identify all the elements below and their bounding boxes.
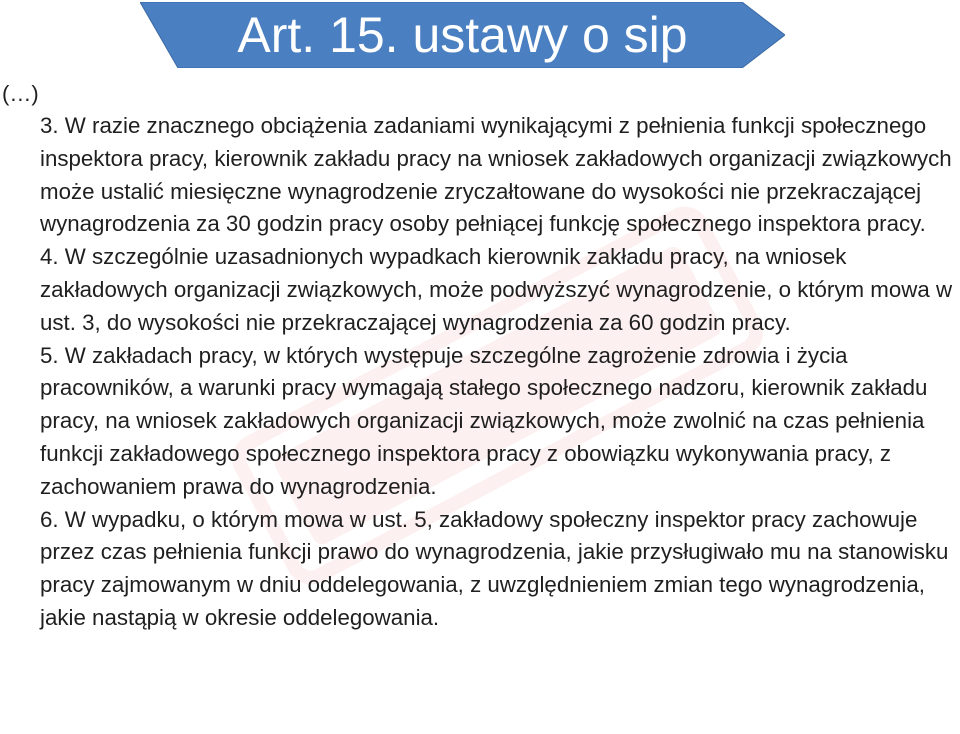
paragraph-5: 5. W zakładach pracy, w których występuje szczególne zagrożenie zdrowia i życia pracowników, a warunki pracy wymagają stałego społecznego nadzoru, kierownik zakładu pracy, na wniosek zakładowych organizacji związkowych, może zwolnić na czas pełnienia funkcji zakładowego społecznego inspektora pracy z obowiązku wykonywania pracy, z zachowaniem prawa do wynagrodzenia.	[40, 342, 928, 499]
paragraph-6: 6. W wypadku, o którym mowa w ust. 5, zakładowy społeczny inspektor pracy zachowuje przez czas pełnienia funkcji prawo do wynagrodzenia, jakie przysługiwało mu na stanowisku pracy zajmowanym w dniu oddelegowania, z uwzględnieniem zmian tego wynagrodzenia, jakie nastąpią w okresie oddelegowania.	[40, 506, 949, 630]
slide-title: Art. 15. ustawy o sip	[237, 7, 688, 63]
paragraph-3: 3. W razie znacznego obciążenia zadaniami wynikającymi z pełnienia funkcji społecznego inspektora pracy, kierownik zakładu pracy na wniosek zakładowych organizacji związkowych może ustalić miesięczne wynagrodzenie zryczałtowane do wysokości nie przekraczającej wynagrodzenia za 30 godzin pracy osoby pełniącej funkcję społecznego inspektora pracy.	[40, 113, 952, 237]
paragraph-4: 4. W szczególnie uzasadnionych wypadkach kierownik zakładu pracy, na wniosek zakładowych organizacji związkowych, może podwyższyć wynagrodzenie, o którym mowa w ust. 3, do wysokości nie przekraczającej wynagrodzenia za 60 godzin pracy.	[40, 244, 953, 335]
article-text	[40, 110, 958, 635]
title-banner	[140, 2, 785, 68]
omission-marker: (…)	[2, 81, 39, 106]
